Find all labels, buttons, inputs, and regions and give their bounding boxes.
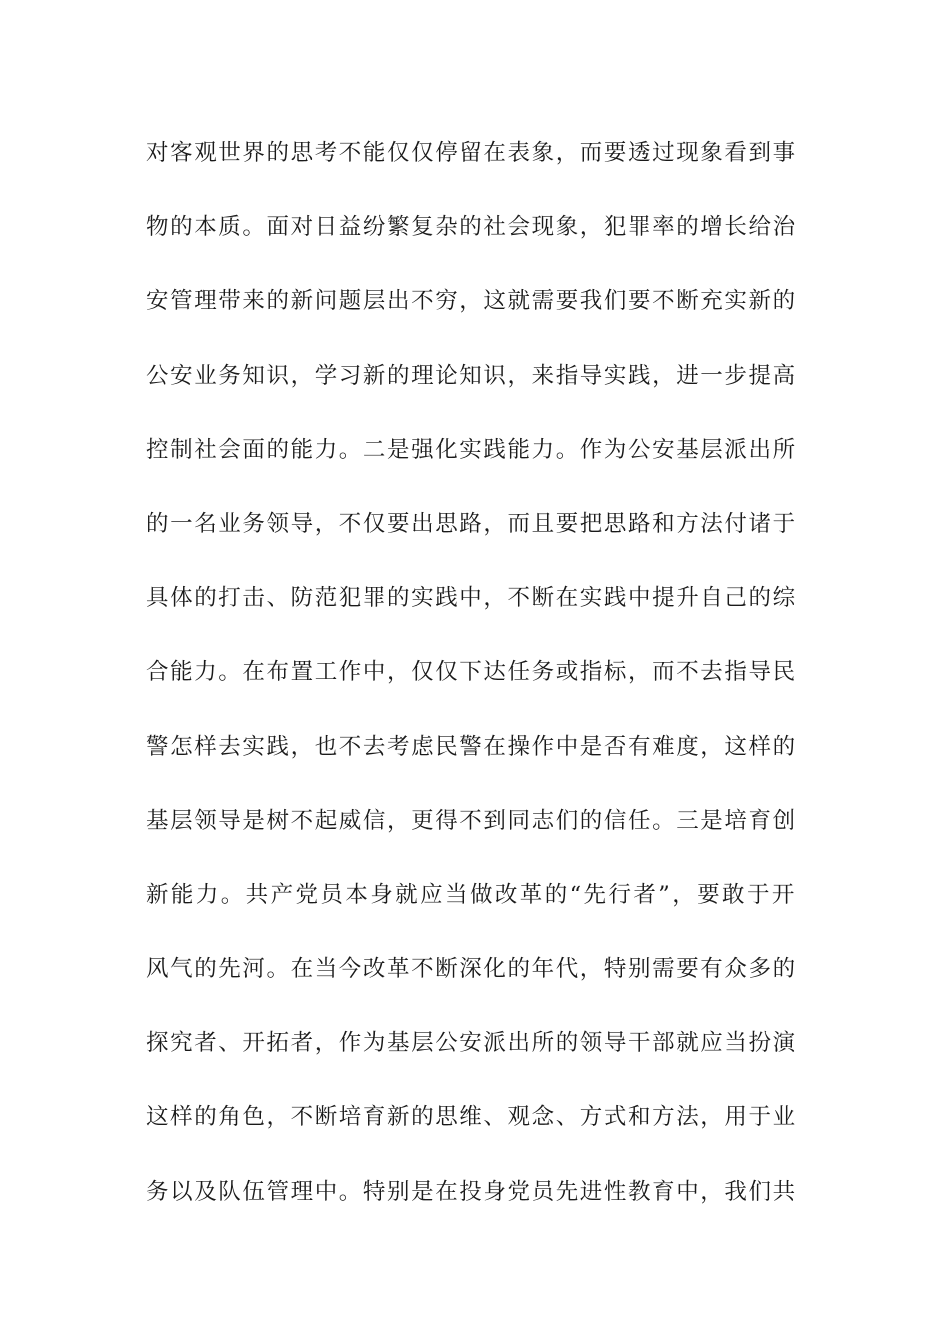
text-line-14: 这样的角色，不断培育新的思维、观念、方式和方法，用于业 <box>146 1104 797 1131</box>
text-line-12: 风气的先河。在当今改革不断深化的年代，特别需要有众多的 <box>146 956 797 983</box>
text-line-11: 新能力。共产党员本身就应当做改革的“先行者”，要敢于开 <box>146 881 796 908</box>
text-line-9: 警怎样去实践，也不去考虑民警在操作中是否有难度，这样的 <box>146 733 797 760</box>
text-line-6: 的一名业务领导，不仅要出思路，而且要把思路和方法付诸于 <box>146 510 797 537</box>
text-line-13: 探究者、开拓者，作为基层公安派出所的领导干部就应当扮演 <box>146 1030 797 1057</box>
body-paragraph <box>146 128 796 1241</box>
text-line-2: 物的本质。面对日益纷繁复杂的社会现象，犯罪率的增长给治 <box>146 214 797 241</box>
text-line-10: 基层领导是树不起威信，更得不到同志们的信任。三是培育创 <box>146 807 797 834</box>
text-line-15: 务以及队伍管理中。特别是在投身党员先进性教育中，我们共 <box>146 1178 797 1205</box>
text-line-1: 对客观世界的思考不能仅仅停留在表象，而要透过现象看到事 <box>146 140 797 166</box>
text-line-8: 合能力。在布置工作中，仅仅下达任务或指标，而不去指导民 <box>146 659 797 686</box>
text-line-4: 公安业务知识，学习新的理论知识，来指导实践，进一步提高 <box>146 362 797 389</box>
text-line-7: 具体的打击、防范犯罪的实践中，不断在实践中提升自己的综 <box>146 585 797 612</box>
text-line-3: 安管理带来的新问题层出不穷，这就需要我们要不断充实新的 <box>146 288 797 315</box>
text-line-5: 控制社会面的能力。二是强化实践能力。作为公安基层派出所 <box>146 436 797 463</box>
